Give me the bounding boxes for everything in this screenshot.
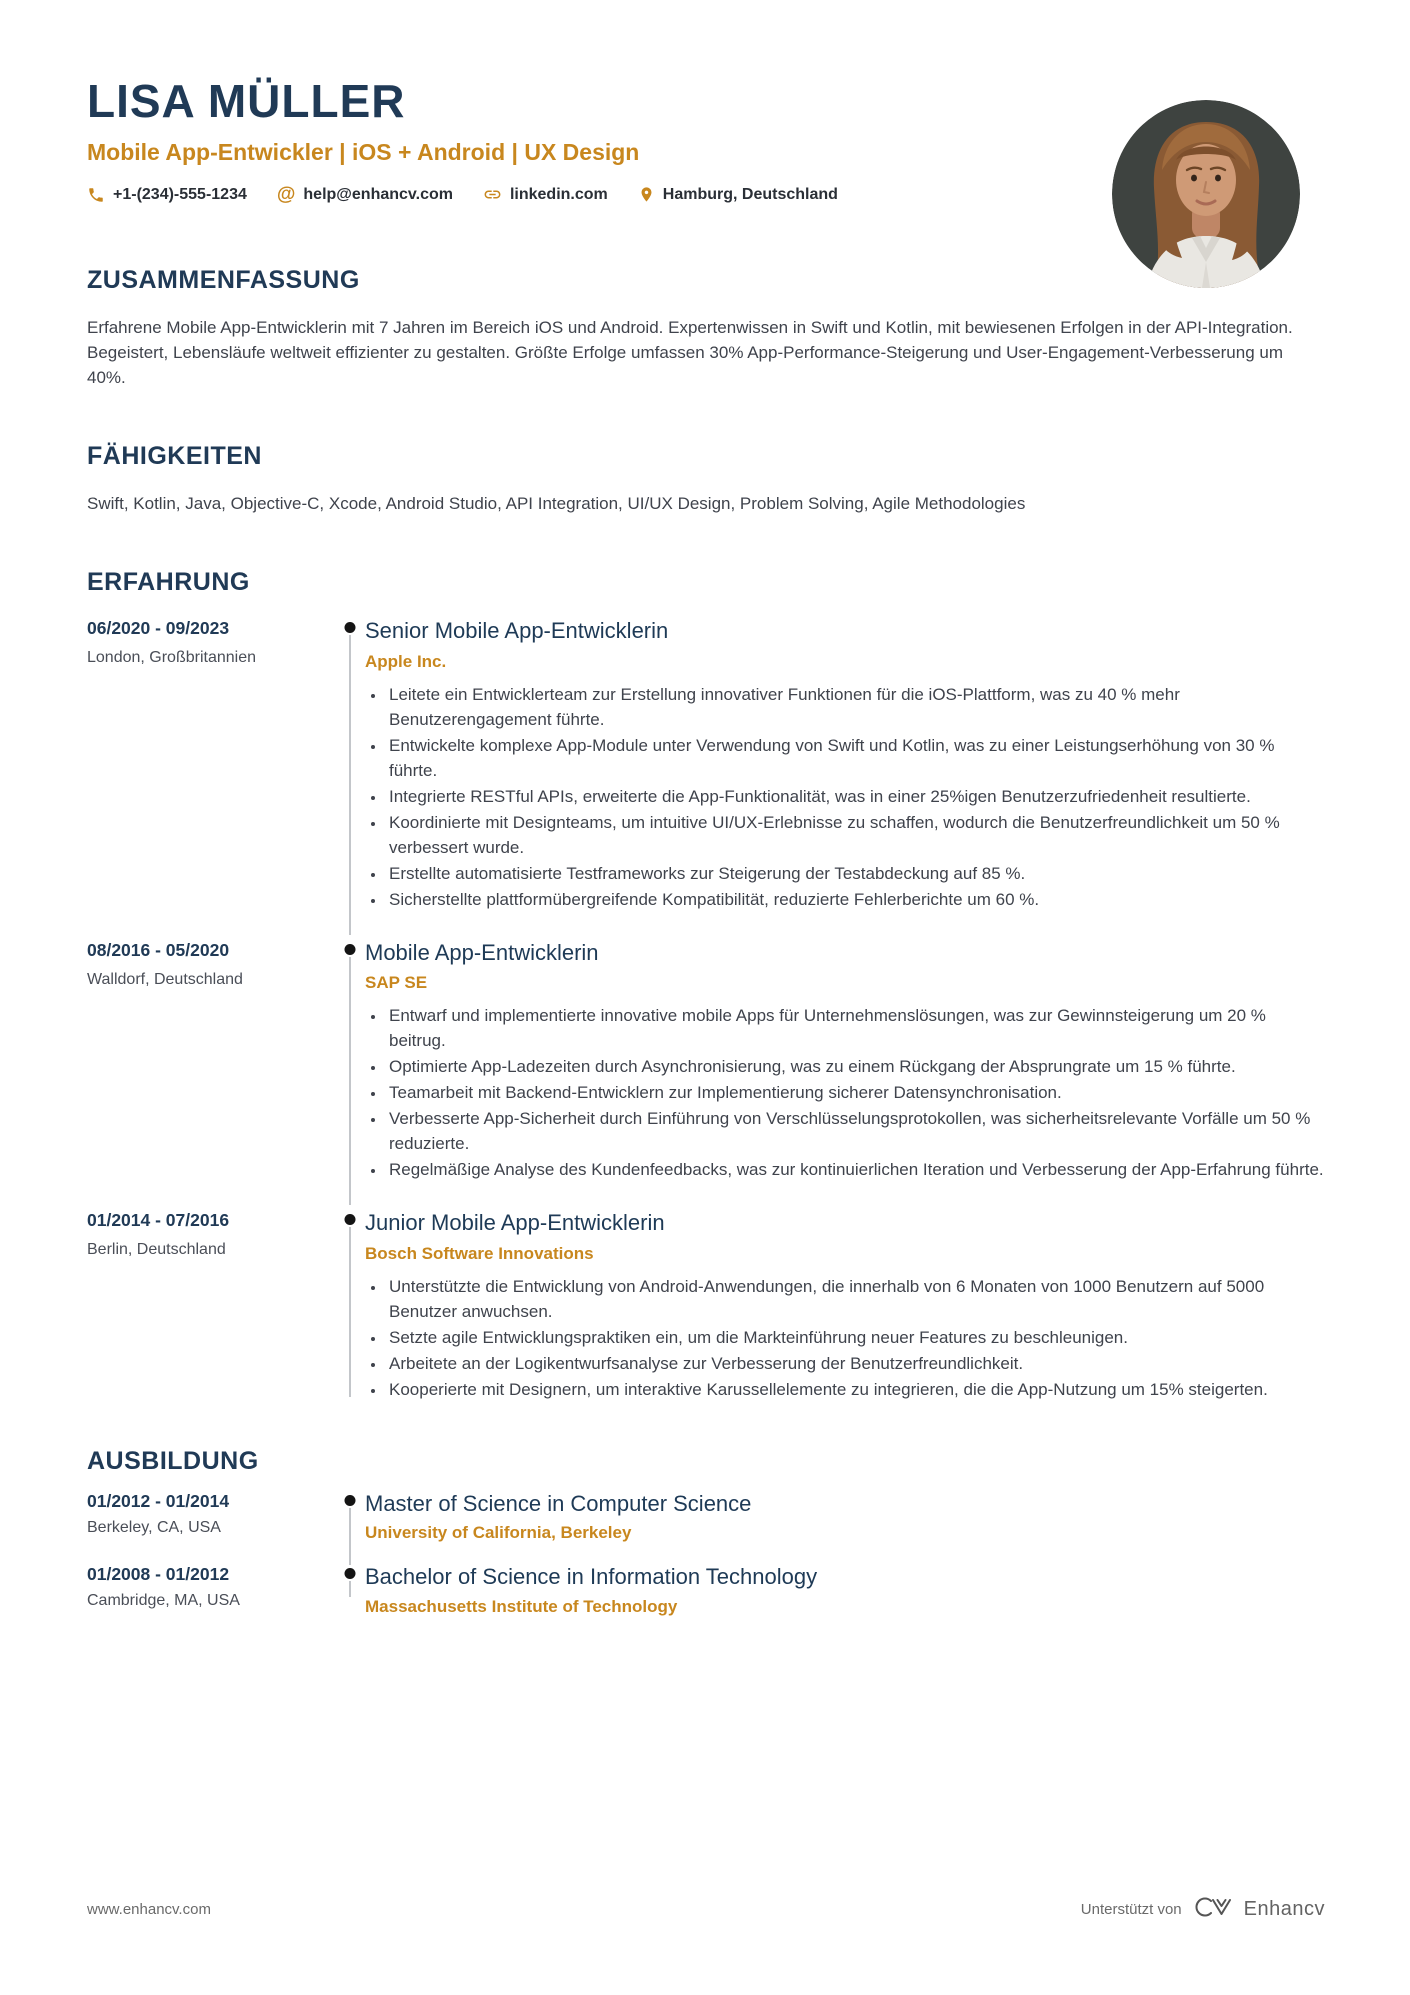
- summary-text: Erfahrene Mobile App-Entwicklerin mit 7 Jahren im Bereich iOS und Android. Expertenwissen in Swift und Kotlin, mit bewiesenen Erfolgen in der API-Integration. Begeistert, Lebensläufe weltweit effizienter zu gestalten. Größte Erfolge umfassen 30% App-Performance-Steigerung und User-Engagement-Verbesserung um 40%.: [87, 318, 1293, 388]
- entry-dates: 06/2020 - 09/2023: [87, 618, 230, 639]
- timeline: [335, 617, 365, 913]
- page-footer: [87, 1895, 1325, 1923]
- company-name: Apple Inc.: [365, 651, 447, 671]
- profile-photo: [1112, 100, 1300, 288]
- section-education: [87, 1447, 1325, 1617]
- entry-dates: 01/2012 - 01/2014: [87, 1490, 230, 1511]
- portrait-illustration: [1112, 100, 1300, 288]
- degree-title: Master of Science in Computer Science: [365, 1490, 752, 1516]
- entry-body: [365, 1563, 1325, 1617]
- entry-dates: 01/2014 - 07/2016: [87, 1210, 230, 1231]
- resume-header: [87, 75, 1325, 206]
- timeline: [335, 939, 365, 1184]
- entry-dates: 01/2008 - 01/2012: [87, 1564, 230, 1585]
- company-name: SAP SE: [365, 973, 428, 993]
- timeline-line: [349, 635, 351, 935]
- experience-entry: [87, 1209, 1325, 1403]
- job-title: Mobile App-Entwicklerin: [365, 939, 599, 965]
- entry-location: Berkeley, CA, USA: [87, 1518, 221, 1536]
- contact-email-value: help@enhancv.com: [303, 185, 453, 203]
- degree-title: Bachelor of Science in Information Technology: [365, 1564, 818, 1590]
- bullet-item: • Entwarf und implementierte innovative mobile Apps für Unternehmenslösungen, was zur Gewinnsteigerung um 20 % beitrug.: [386, 1003, 1325, 1053]
- bullet-item: • Regelmäßige Analyse des Kundenfeedbacks, was zur kontinuierlichen Iteration und Verbesserung der App-Erfahrung führte.: [386, 1157, 1325, 1182]
- section-summary: [87, 266, 1325, 390]
- bullet-list: [365, 1003, 1325, 1182]
- person-name: LISA MÜLLER: [87, 75, 406, 127]
- entry-location: Walldorf, Deutschland: [87, 970, 243, 988]
- bullet-item: • Kooperierte mit Designern, um interaktive Karussellelemente zu integrieren, die die App-Nutzung um 15% steigerten.: [386, 1377, 1325, 1402]
- entry-location: Berlin, Deutschland: [87, 1241, 226, 1259]
- entry-meta: [87, 617, 335, 913]
- entry-location: Cambridge, MA, USA: [87, 1592, 240, 1610]
- bullet-item: • Teamarbeit mit Backend-Entwicklern zur Implementierung sicherer Datensynchronisation.: [386, 1080, 1325, 1105]
- link-icon: [483, 185, 502, 204]
- timeline-dot: [345, 1495, 356, 1506]
- footer-website-link[interactable]: www.enhancv.com: [87, 1900, 211, 1918]
- experience-heading: ERFAHRUNG: [87, 568, 250, 597]
- job-title: Senior Mobile App-Entwicklerin: [365, 618, 669, 644]
- entry-location: London, Großbritannien: [87, 649, 256, 667]
- powered-by: [1081, 1895, 1325, 1923]
- company-name: Bosch Software Innovations: [365, 1243, 594, 1263]
- timeline-dot: [345, 622, 356, 633]
- timeline-dot: [345, 944, 356, 955]
- person-job-title: Mobile App-Entwickler | iOS + Android | UX Design: [87, 139, 640, 165]
- bullet-item: • Integrierte RESTful APIs, erweiterte die App-Funktionalität, was in einer 25%igen Benutzerzufriedenheit resultierte.: [386, 784, 1325, 809]
- timeline: [335, 1209, 365, 1403]
- bullet-item: • Setzte agile Entwicklungspraktiken ein, um die Markteinführung neuer Features zu beschleunigen.: [386, 1325, 1325, 1350]
- pin-icon: [638, 186, 655, 203]
- bullet-item: • Entwickelte komplexe App-Module unter Verwendung von Swift und Kotlin, was zu einer Leistungserhöhung von 30 % führte.: [386, 733, 1325, 783]
- contact-link-value: linkedin.com: [509, 185, 608, 203]
- entry-body: [365, 939, 1325, 1184]
- bullet-list: [365, 682, 1325, 912]
- experience-entry: [87, 939, 1325, 1184]
- bullet-item: • Unterstützte die Entwicklung von Android-Anwendungen, die innerhalb von 6 Monaten von 1000 Benutzern auf 5000 Benutzer anwuchsen.: [386, 1274, 1325, 1324]
- school-name: University of California, Berkeley: [365, 1523, 632, 1543]
- section-experience: [87, 568, 1325, 1403]
- contact-location: [638, 186, 838, 204]
- bullet-item: • Arbeitete an der Logikentwurfsanalyse zur Verbesserung der Benutzerfreundlichkeit.: [386, 1351, 1325, 1376]
- entry-meta: [87, 939, 335, 1184]
- entry-body: [365, 1209, 1325, 1403]
- school-name: Massachusetts Institute of Technology: [365, 1596, 678, 1616]
- contact-phone[interactable]: [87, 186, 247, 204]
- timeline-dot: [345, 1214, 356, 1225]
- entry-meta: [87, 1209, 335, 1403]
- experience-entry: [87, 617, 1325, 913]
- timeline-dot: [345, 1568, 356, 1579]
- summary-heading: ZUSAMMENFASSUNG: [87, 266, 360, 295]
- brand-wordmark: Enhancv: [1243, 1897, 1325, 1920]
- bullet-item: • Optimierte App-Ladezeiten durch Asynchronisierung, was zu einem Rückgang der Absprungrate um 15 % führte.: [386, 1054, 1325, 1079]
- timeline: [335, 1490, 365, 1544]
- entry-meta: [87, 1490, 335, 1544]
- timeline: [335, 1563, 365, 1617]
- timeline-line: [349, 957, 351, 1206]
- skills-text: Swift, Kotlin, Java, Objective-C, Xcode, Android Studio, API Integration, UI/UX Design, Problem Solving, Agile Methodologies: [87, 494, 1026, 514]
- education-heading: AUSBILDUNG: [87, 1446, 259, 1475]
- bullet-item: • Koordinierte mit Designteams, um intuitive UI/UX-Erlebnisse zu schaffen, wodurch die Benutzerfreundlichkeit um 50 % verbessert wurde.: [386, 810, 1325, 860]
- contact-link[interactable]: [483, 185, 608, 204]
- timeline-line: [349, 1508, 351, 1566]
- entry-body: [365, 1490, 1325, 1544]
- entry-meta: [87, 1563, 335, 1617]
- bullet-item: • Erstellte automatisierte Testframeworks zur Steigerung der Testabdeckung auf 85 %.: [386, 861, 1325, 886]
- bullet-list: [365, 1274, 1325, 1402]
- skills-heading: FÄHIGKEITEN: [87, 442, 262, 471]
- entry-dates: 08/2016 - 05/2020: [87, 939, 230, 960]
- education-entry: [87, 1563, 1325, 1617]
- section-skills: [87, 442, 1325, 516]
- bullet-item: • Sicherstellte plattformübergreifende Kompatibilität, reduzierte Fehlerberichte um 60 %.: [386, 887, 1325, 912]
- contact-phone-value: +1-(234)-555-1234: [113, 185, 247, 203]
- enhancv-logo-icon: [1192, 1895, 1234, 1923]
- contact-location-value: Hamburg, Deutschland: [662, 185, 838, 203]
- job-title: Junior Mobile App-Entwicklerin: [365, 1210, 665, 1236]
- entry-body: [365, 617, 1325, 913]
- contact-email[interactable]: [277, 185, 453, 204]
- phone-icon: [87, 186, 105, 204]
- powered-by-label: Unterstützt von: [1080, 1900, 1182, 1918]
- bullet-item: • Leitete ein Entwicklerteam zur Erstellung innovativer Funktionen für die iOS-Plattform, was zu 40 % mehr Benutzerengagement führte.: [386, 682, 1325, 732]
- education-entry: [87, 1490, 1325, 1544]
- at-icon: @: [276, 184, 296, 206]
- timeline-line: [349, 1227, 351, 1397]
- bullet-item: • Verbesserte App-Sicherheit durch Einführung von Verschlüsselungsprotokollen, was sicherheitsrelevante Vorfälle um 50 % reduzierte.: [386, 1106, 1325, 1156]
- timeline-line: [349, 1581, 351, 1597]
